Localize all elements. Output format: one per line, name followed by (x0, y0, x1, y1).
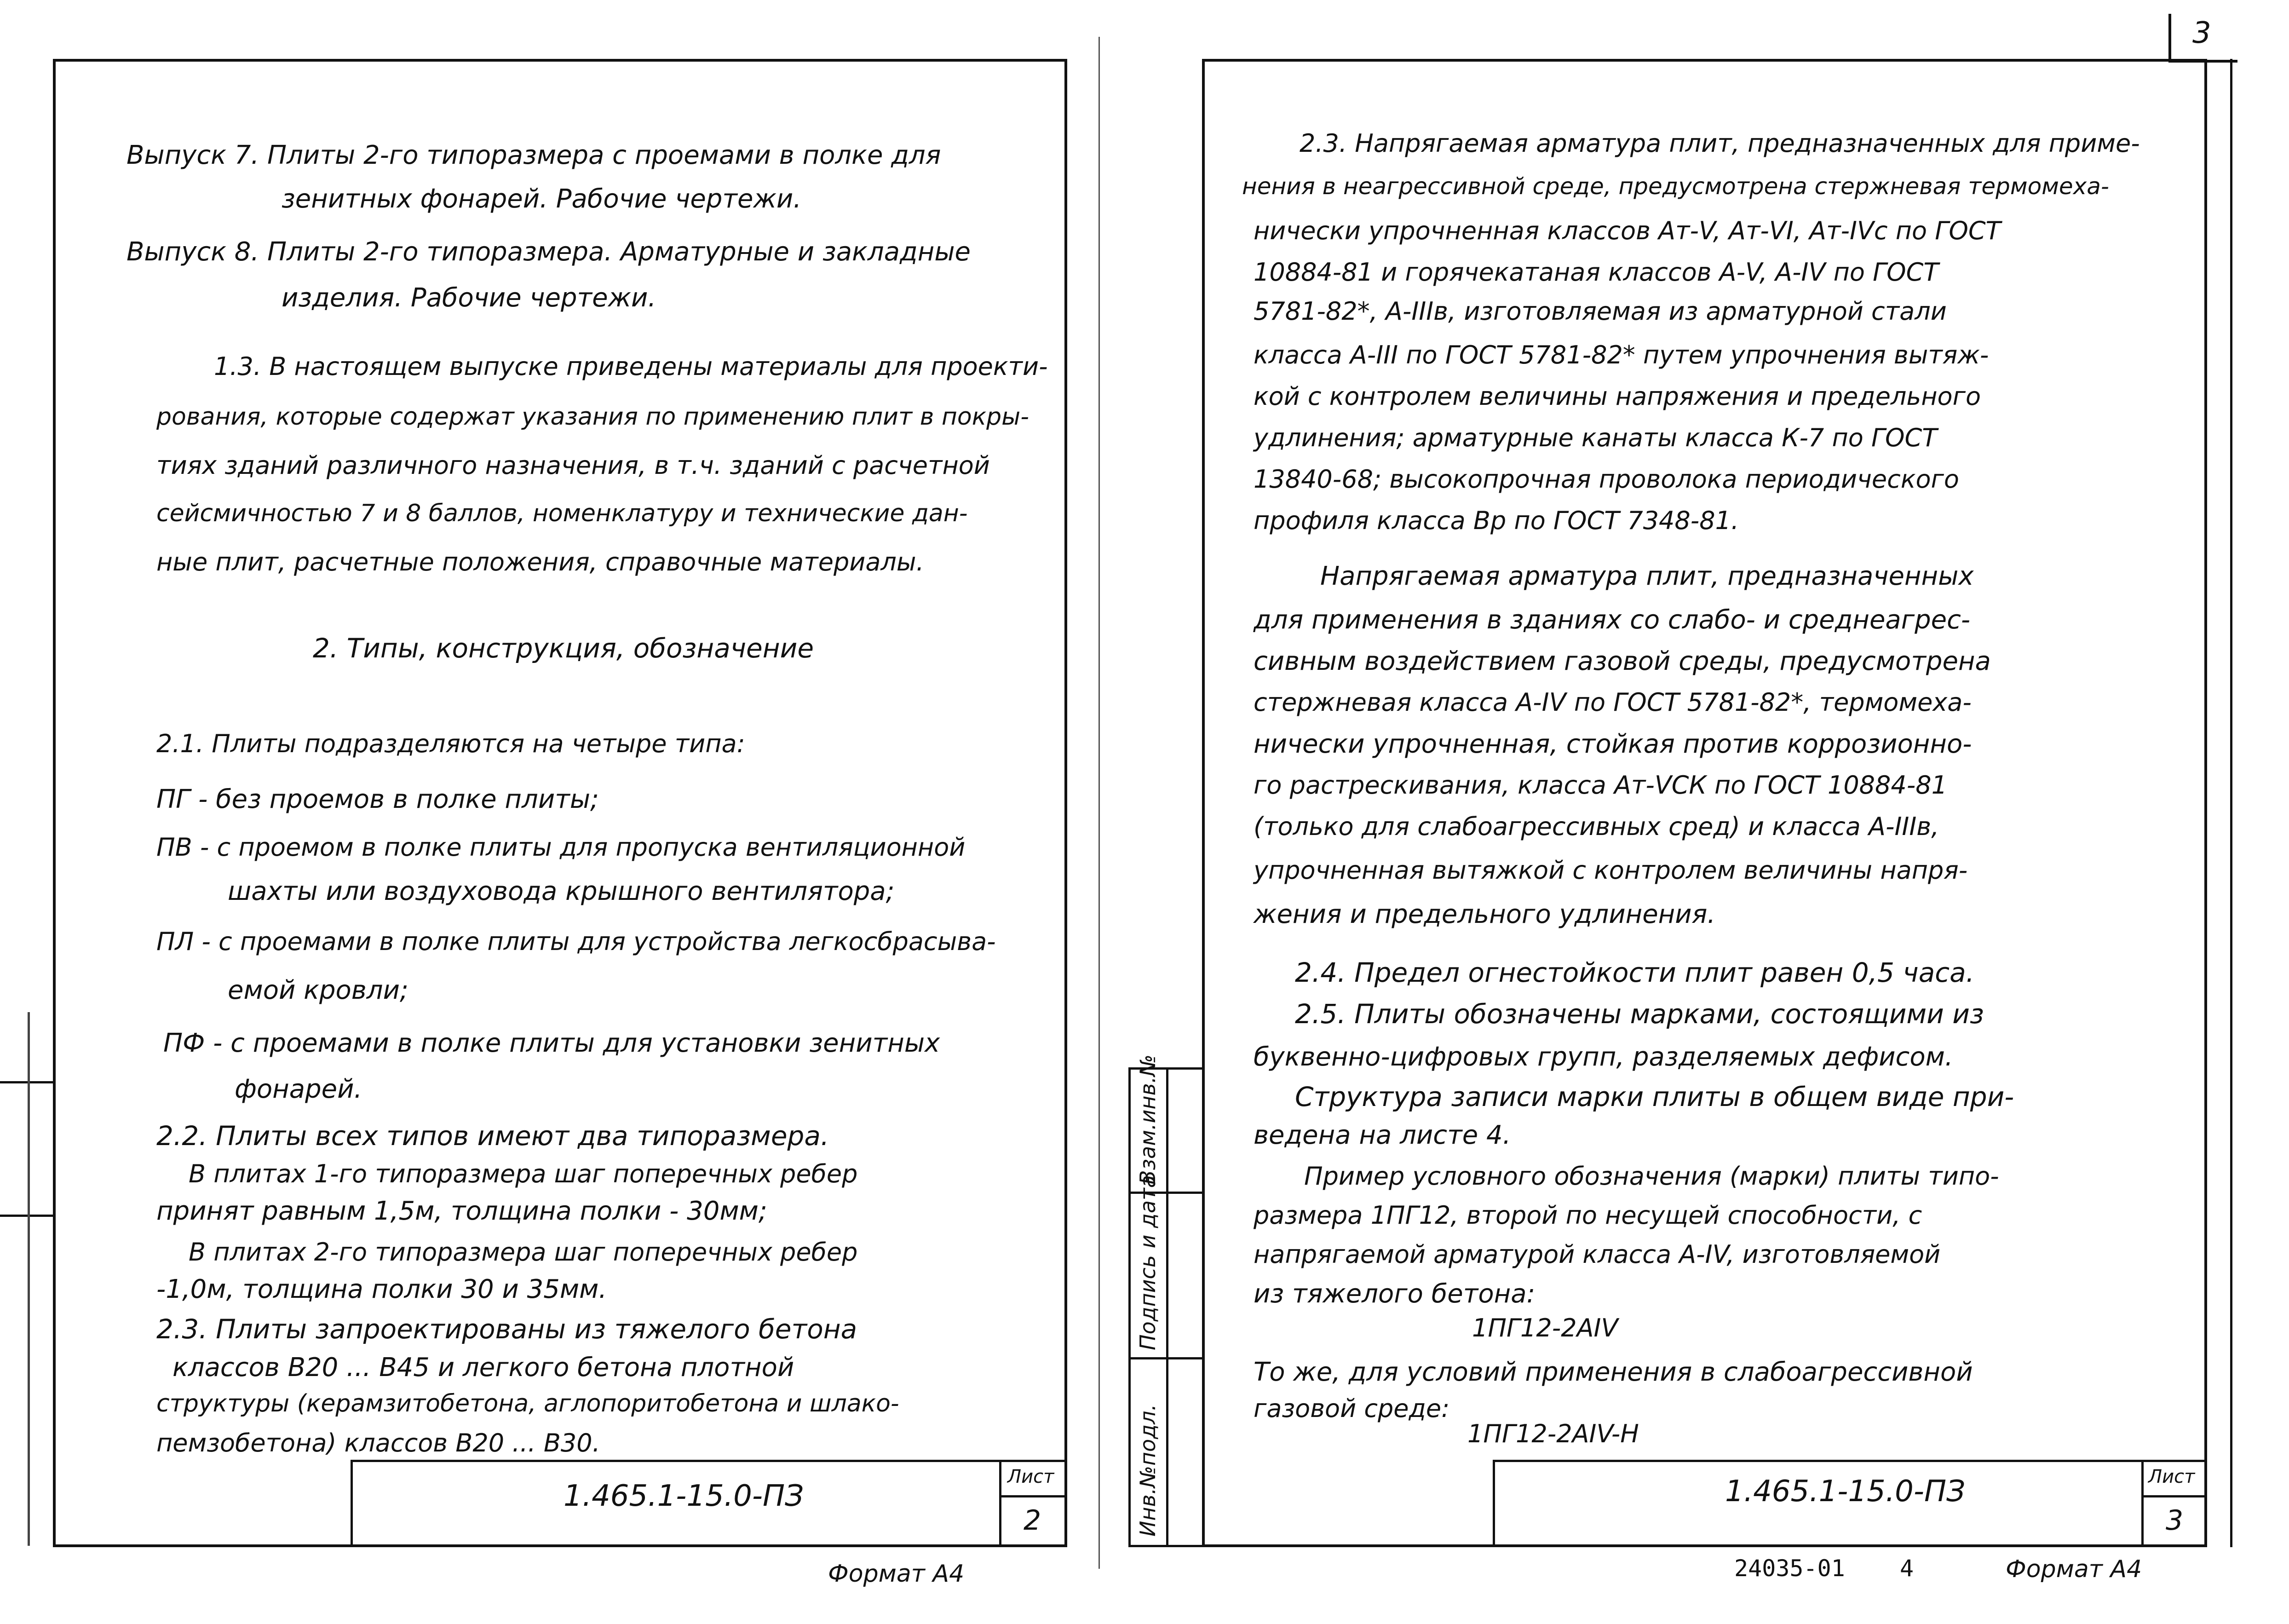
section-heading-2: 2. Типы, конструкция, обозначение (313, 633, 814, 664)
left-edge-mark (0, 1081, 53, 1083)
right-line-31: газовой среде: (1254, 1394, 1450, 1423)
right-sheet-number: 3 (2166, 1504, 2184, 1537)
left-edge-mark (28, 1012, 30, 1546)
right-stamp-code: 1.465.1-15.0-ПЗ (1725, 1474, 1966, 1509)
right-line-8: удлинения; арматурные канаты класса К-7 по ГОСТ (1254, 423, 1938, 452)
right-line-19: жения и предельного удлинения. (1254, 899, 1716, 929)
left-line-3: Выпуск 8. Плиты 2-го типоразмера. Арматурные и закладные (127, 237, 971, 267)
left-sheet-divider (999, 1495, 1067, 1497)
left-line-24: 2.3. Плиты запроектированы из тяжелого бетона (156, 1313, 857, 1345)
right-line-3: нически упрочненная классов Ат-V, Ат-VI, Ат-IVс по ГОСТ (1254, 216, 2001, 245)
right-title-divider (2141, 1460, 2144, 1547)
right-line-15: нически упрочненная, стойкая против коррозионно- (1254, 729, 1972, 759)
right-line-14: стержневая класса А-IV по ГОСТ 5781-82*, термомеха- (1254, 688, 1972, 717)
bottom-number-a: 24035-01 (1734, 1555, 1845, 1582)
right-sheet-label: Лист (2148, 1466, 2195, 1487)
right-line-16: го растрескивания, класса Ат-VСК по ГОСТ 10884-81 (1254, 771, 1947, 800)
right-line-25: Пример условного обозначения (марки) плиты типо- (1304, 1162, 1999, 1191)
left-line-11: 2.1. Плиты подразделяются на четыре типа: (156, 729, 745, 758)
left-sheet-label: Лист (1007, 1466, 1054, 1487)
right-line-4: 10884-81 и горячекатаная классов А-V, А-IV по ГОСТ (1254, 258, 1939, 287)
side-stamp-row-divider (1128, 1357, 1205, 1359)
right-line-23: Структура записи марки плиты в общем виде при- (1295, 1081, 2014, 1112)
right-line-18: упрочненная вытяжкой с контролем величины напря- (1254, 856, 1968, 885)
right-line-5: 5781-82*, А-IIIв, изготовляемая из арматурной стали (1254, 297, 1947, 326)
left-line-17: ПФ - с проемами в полке плиты для установки зенитных (163, 1028, 940, 1058)
left-line-20: В плитах 1-го типоразмера шаг поперечных ребер (189, 1159, 858, 1188)
left-format-label: Формат А4 (828, 1560, 965, 1588)
side-stamp-col-divider (1166, 1067, 1168, 1547)
left-line-6: рования, которые содержат указания по применению плит в покры- (156, 403, 1029, 431)
fold-line (1098, 37, 1100, 1569)
left-line-2: зенитных фонарей. Рабочие чертежи. (282, 184, 802, 214)
left-line-9: ные плит, расчетные положения, справочные материалы. (156, 547, 924, 576)
left-line-22: В плитах 2-го типоразмера шаг поперечных ребер (189, 1238, 858, 1267)
left-line-7: тиях зданий различного назначения, в т.ч. зданий с расчетной (156, 451, 990, 480)
right-edge-line (2230, 59, 2232, 1547)
left-line-15: ПЛ - с проемами в полке плиты для устройства легкосбрасыва- (156, 927, 996, 956)
left-line-25: классов В20 ... В45 и легкого бетона плотной (173, 1353, 794, 1382)
right-format-label: Формат А4 (2006, 1555, 2142, 1583)
left-line-16: емой кровли; (228, 975, 408, 1005)
right-line-17: (только для слабоагрессивных сред) и класса А-IIIв, (1254, 812, 1939, 841)
left-line-18: фонарей. (235, 1074, 362, 1104)
right-line-1: 2.3. Напрягаемая арматура плит, предназначенных для приме- (1300, 129, 2140, 158)
right-line-20: 2.4. Предел огнестойкости плит равен 0,5 часа. (1295, 957, 1975, 988)
left-edge-mark (0, 1215, 53, 1217)
right-line-24: ведена на листе 4. (1254, 1120, 1511, 1150)
right-line-2: нения в неагрессивной среде, предусмотрена стержневая термомеха- (1242, 173, 2109, 200)
left-line-14: шахты или воздуховода крышного вентилятора; (228, 876, 895, 906)
side-stamp-inv-orig: Инв.№подл. (1135, 1404, 1160, 1537)
left-line-26: структуры (керамзитобетона, аглопоритобетона и шлако- (156, 1390, 899, 1417)
right-line-13: сивным воздействием газовой среды, предусмотрена (1254, 646, 1991, 676)
corner-page-number: 3 (2192, 16, 2211, 50)
right-line-7: кой с контролем величины напряжения и предельного (1254, 382, 1981, 411)
right-line-29-mark: 1ПГ12-2АIV (1472, 1313, 1618, 1342)
right-line-9: 13840-68; высокопрочная проволока периодического (1254, 465, 1959, 494)
left-line-8: сейсмичностью 7 и 8 баллов, номенклатуру и технические дан- (156, 500, 968, 527)
right-line-27: напрягаемой арматурой класса А-IV, изготовляемой (1254, 1240, 1941, 1269)
left-title-divider (999, 1460, 1001, 1547)
left-line-5: 1.3. В настоящем выпуске приведены материалы для проекти- (214, 352, 1048, 381)
corner-box-left-line (2168, 14, 2171, 62)
right-line-26: размера 1ПГ12, второй по несущей способности, с (1254, 1201, 1922, 1230)
left-line-4: изделия. Рабочие чертежи. (282, 283, 656, 313)
left-line-23: -1,0м, толщина полки 30 и 35мм. (156, 1274, 607, 1304)
right-line-28: из тяжелого бетона: (1254, 1279, 1536, 1309)
left-line-1: Выпуск 7. Плиты 2-го типоразмера с проемами в полке для (127, 140, 941, 170)
right-line-6: класса А-III по ГОСТ 5781-82* путем упрочнения вытяж- (1254, 340, 1989, 369)
side-stamp-replace-inv: Взам.инв.№ (1135, 1054, 1160, 1185)
right-line-30: То же, для условий применения в слабоагрессивной (1254, 1357, 1973, 1387)
left-stamp-code: 1.465.1-15.0-ПЗ (564, 1479, 804, 1513)
right-line-22: буквенно-цифровых групп, разделяемых дефисом. (1254, 1042, 1953, 1072)
right-line-10: профиля класса Вр по ГОСТ 7348-81. (1254, 506, 1739, 535)
left-line-13: ПВ - с проемом в полке плиты для пропуска вентиляционной (156, 833, 966, 862)
side-stamp-signature-date: Подпись и дата (1135, 1175, 1160, 1350)
right-sheet-divider (2141, 1495, 2207, 1497)
right-line-11: Напрягаемая арматура плит, предназначенных (1320, 561, 1974, 591)
left-line-21: принят равным 1,5м, толщина полки - 30мм; (156, 1196, 767, 1226)
left-line-19: 2.2. Плиты всех типов имеют два типоразмера. (156, 1120, 829, 1152)
right-line-32-mark: 1ПГ12-2АIV-Н (1467, 1419, 1639, 1448)
right-line-12: для применения в зданиях со слабо- и среднеагрес- (1254, 605, 1971, 635)
bottom-number-b: 4 (1900, 1555, 1914, 1582)
left-sheet-number: 2 (1024, 1504, 1041, 1537)
left-line-27: пемзобетона) классов В20 ... В30. (156, 1428, 600, 1457)
right-line-21: 2.5. Плиты обозначены марками, состоящими из (1295, 998, 1984, 1030)
left-line-12: ПГ - без проемов в полке плиты; (156, 784, 599, 814)
